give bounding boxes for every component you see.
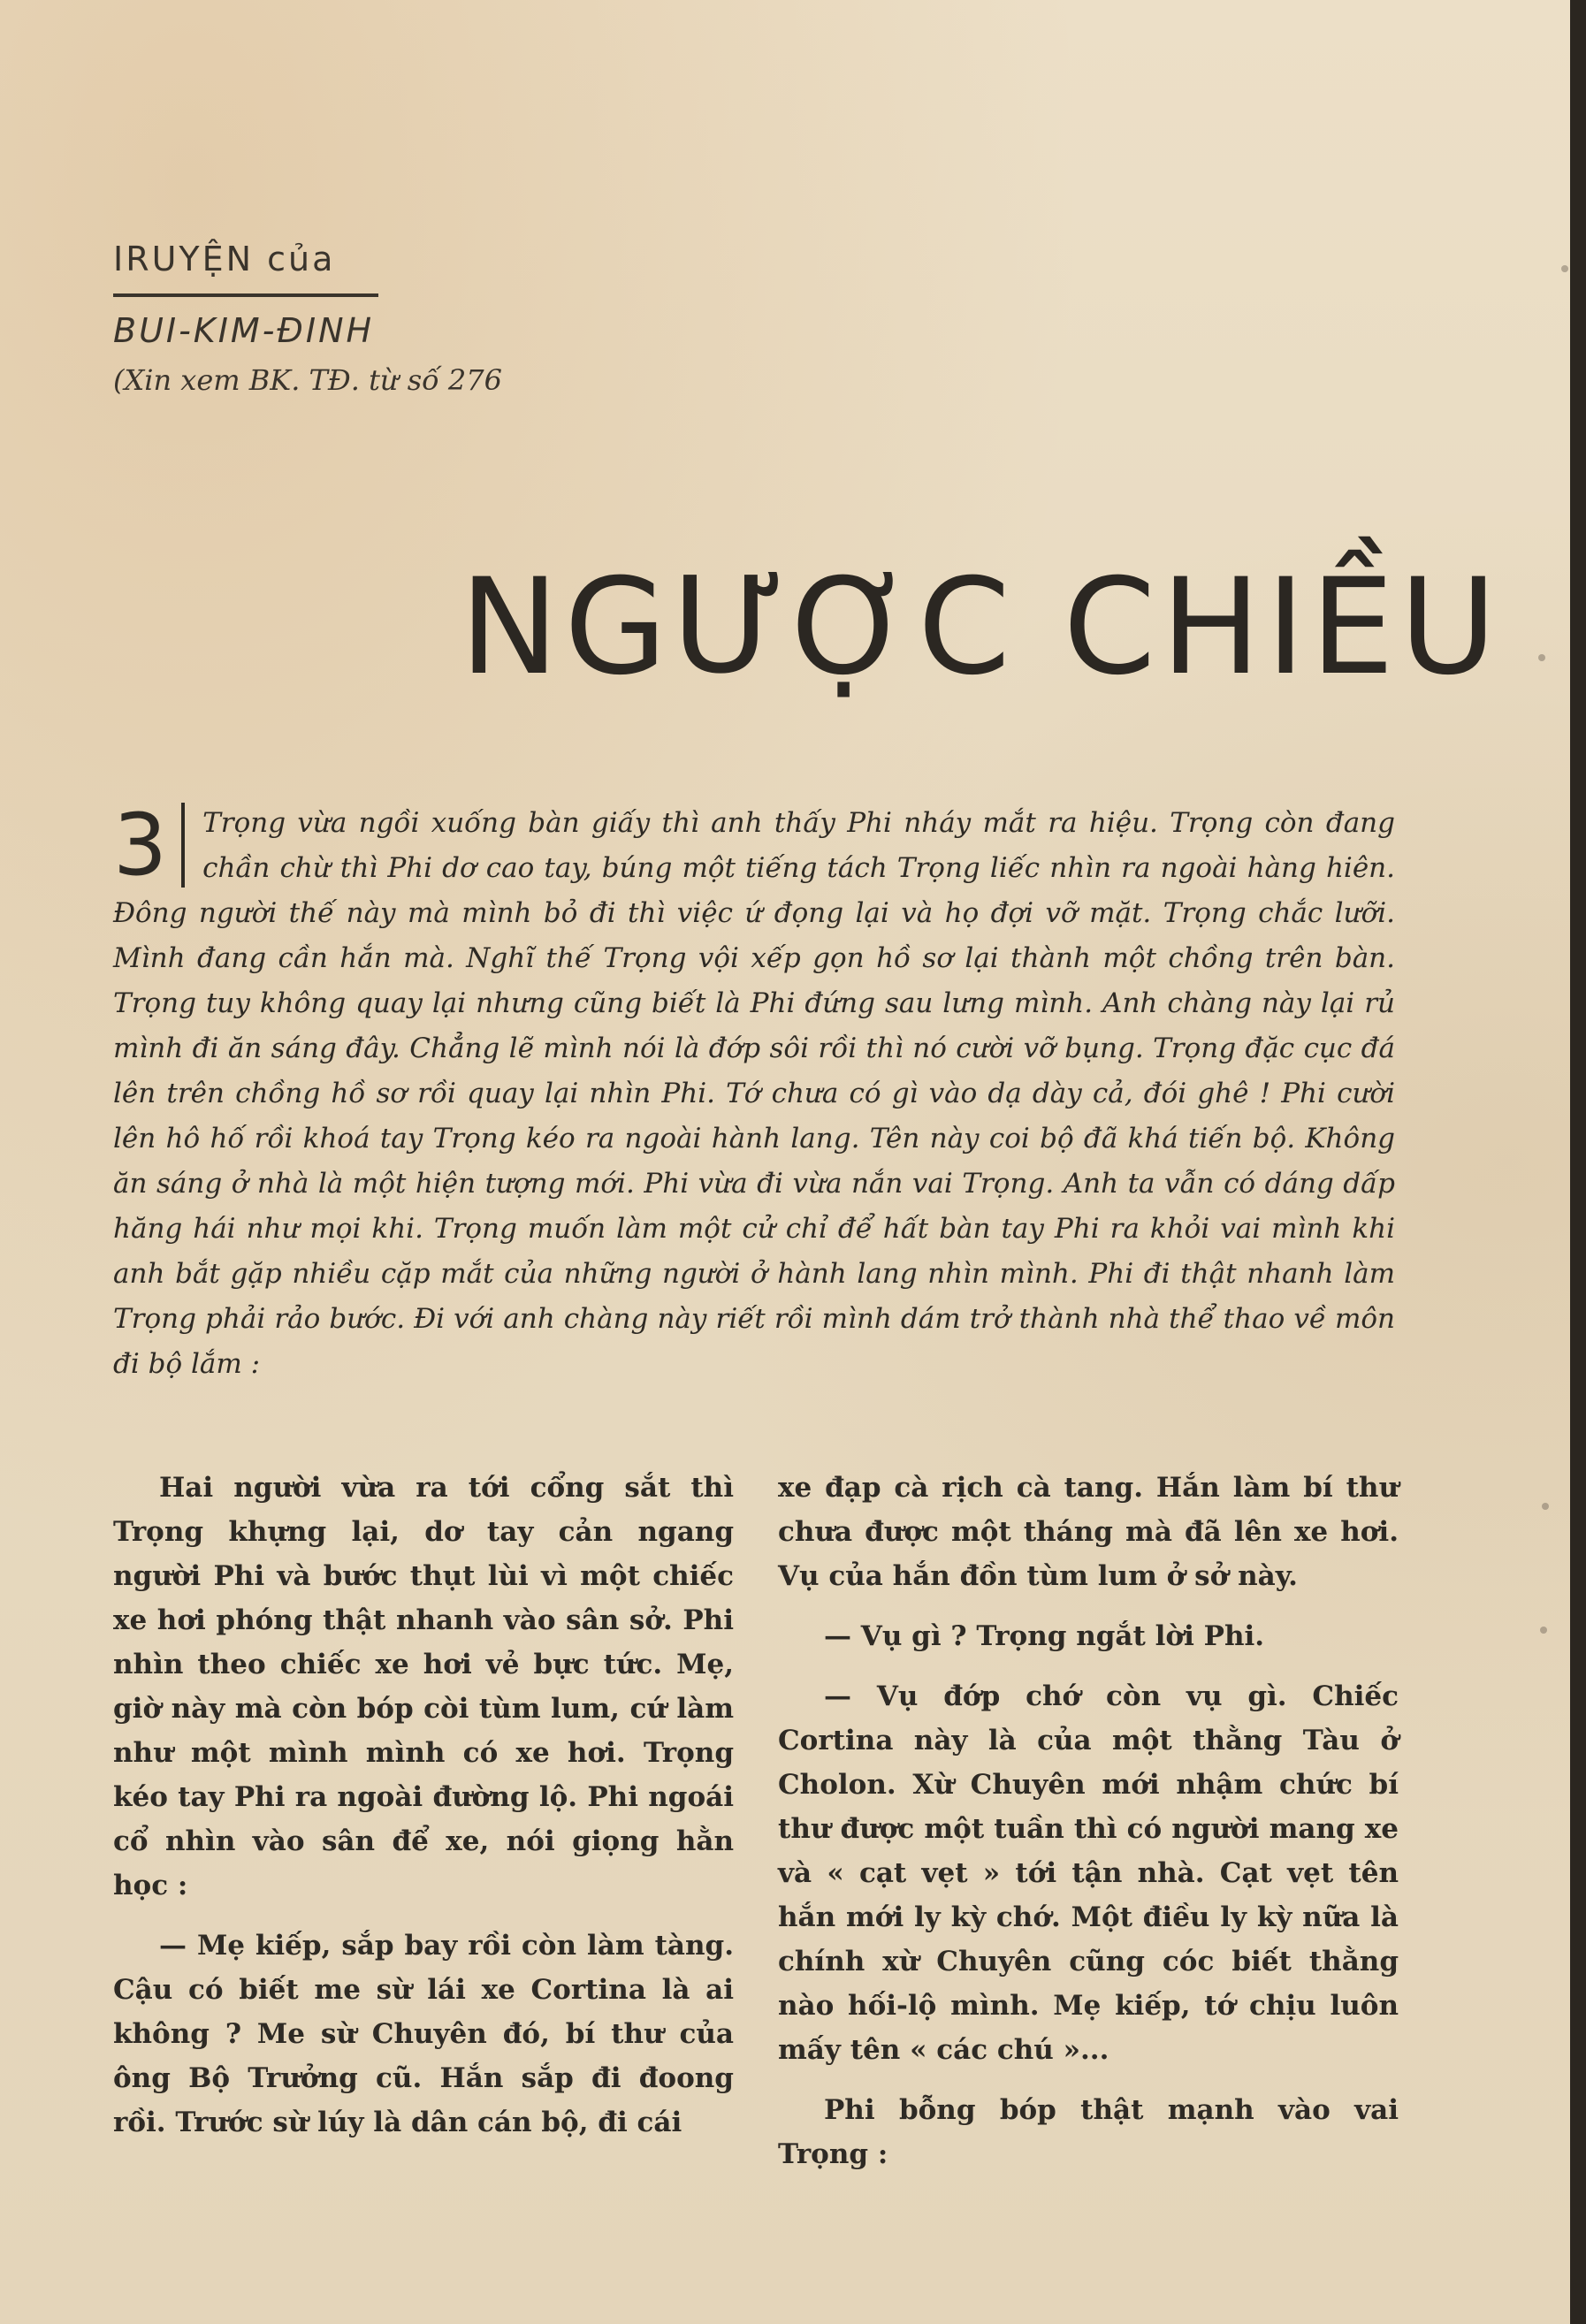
paper-speck bbox=[1561, 265, 1568, 272]
intro-text: Trọng vừa ngồi xuống bàn giấy thì anh thấy Phi nháy mắt ra hiệu. Trọng còn đang chần chừ thì Phi dơ cao tay, búng một tiếng tách Trọng liếc nhìn ra ngoài hàng hiên. Đông người thế này mà mình bỏ đi thì việc ứ đọng lại và họ đợi vỡ mặt. Trọng chắc lưỡi. Mình đang cần hắn mà. Nghĩ thế Trọng vội xếp gọn hồ sơ lại thành một chồng trên bàn. Trọng tuy không quay lại nhưng cũng biết là Phi đứng sau lưng mình. Anh chàng này lại rủ mình đi ăn sáng đây. Chẳng lẽ mình nói là đớp sôi rồi thì nó cười vỡ bụng. Trọng đặc cục đá lên trên chồng hồ sơ rồi quay lại nhìn Phi. Tớ chưa có gì vào dạ dày cả, đói ghê ! Phi cười lên hô hố rồi khoá tay Trọng kéo ra ngoài hành lang. Tên này coi bộ đã khá tiến bộ. Không ăn sáng ở nhà là một hiện tượng mới. Phi vừa đi vừa nắn vai Trọng. Anh ta vẫn có dáng dấp hăng hái như mọi khi. Trọng muốn làm một cử chỉ để hất bàn tay Phi ra khỏi vai mình khi anh bắt gặp nhiều cặp mắt của những người ở hành lang nhìn mình. Phi đi thật nhanh làm Trọng phải rảo bước. Đi với anh chàng này riết rồi mình dám trở thành nhà thể thao về môn đi bộ lắm : bbox=[113, 807, 1395, 1380]
series-reference: (Xin xem BK. TĐ. từ số 276 bbox=[113, 363, 502, 397]
body-columns bbox=[113, 1466, 1404, 2173]
intro-paragraph bbox=[113, 796, 1395, 1387]
author-name: BUI-KIM-ĐINH bbox=[113, 311, 375, 350]
paragraph: — Mẹ kiếp, sắp bay rồi còn làm tàng. Cậu có biết me sừ lái xe Cortina là ai không ? Me sừ Chuyên đó, bí thư của ông Bộ Trưởng cũ. Hắn sắp đi đoong rồi. Trước sừ lúy là dân cán bộ, đi cái bbox=[113, 1930, 734, 2138]
paragraph: Hai người vừa ra tới cổng sắt thì Trọng khựng lại, dơ tay cản ngang người Phi và bước thụt lùi vì một chiếc xe hơi phóng thật nhanh vào sân sở. Phi nhìn theo chiếc xe hơi vẻ bực tức. Mẹ, giờ này mà còn bóp còi tùm lum, cứ làm như một mình mình có xe hơi. Trọng kéo tay Phi ra ngoài đường lộ. Phi ngoái cổ nhìn vào sân để xe, nói giọng hằn học : bbox=[113, 1472, 734, 1901]
page-edge-shadow bbox=[1570, 0, 1586, 2324]
byline-rule bbox=[113, 293, 378, 297]
right-column bbox=[778, 1466, 1399, 2176]
paper-speck bbox=[1538, 654, 1545, 661]
article-header bbox=[113, 237, 573, 405]
paragraph: — Vụ đớp chớ còn vụ gì. Chiếc Cortina này là của một thằng Tàu ở Cholon. Xừ Chuyên mới nhậm chức bí thư được một tuần thì có người mang xe và « cạt vẹt » tới tận nhà. Cạt vẹt tên hắn mới ly kỳ chớ. Một điều ly kỳ nữa là chính xừ Chuyên cũng cóc biết thằng nào hối-lộ mình. Mẹ kiếp, tớ chịu luôn mấy tên « các chú »... bbox=[778, 1680, 1399, 2066]
byline: IRUYỆN của bbox=[113, 240, 336, 278]
paper-speck bbox=[1542, 1503, 1549, 1510]
left-column bbox=[113, 1466, 734, 2145]
paragraph: Phi bỗng bóp thật mạnh vào vai Trọng : bbox=[778, 2094, 1399, 2170]
paper-speck bbox=[1540, 1627, 1547, 1634]
paragraph: xe đạp cà rịch cà tang. Hắn làm bí thư chưa được một tháng mà đã lên xe hơi. Vụ của hắn đồn tùm lum ở sở này. bbox=[778, 1472, 1399, 1592]
chapter-number: 3 bbox=[113, 803, 185, 888]
article-title: NGƯỢC CHIỀU bbox=[460, 551, 1502, 705]
paragraph: — Vụ gì ? Trọng ngắt lời Phi. bbox=[824, 1620, 1265, 1652]
